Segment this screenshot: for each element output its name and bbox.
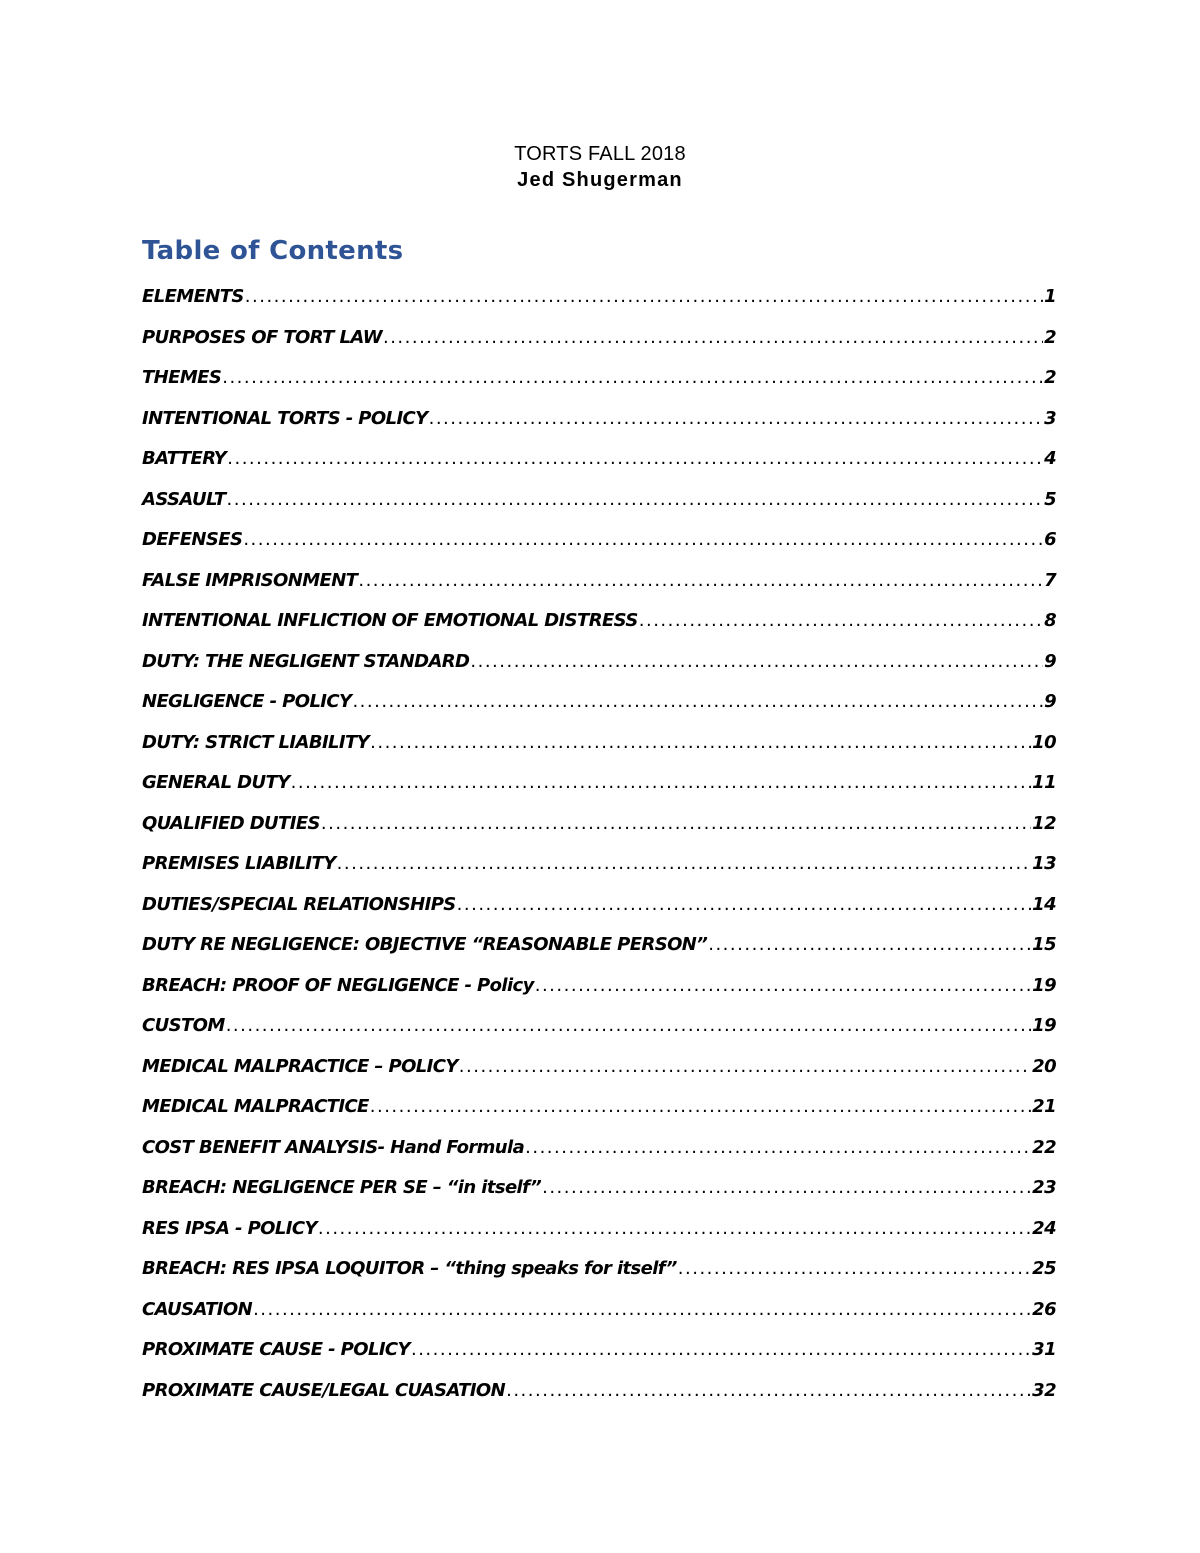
toc-entry[interactable]	[142, 1258, 1056, 1299]
toc-entry-page-number: 9	[1044, 691, 1056, 712]
toc-dot-leader	[383, 327, 1043, 348]
toc-entry[interactable]	[142, 448, 1056, 489]
document-header	[0, 141, 1200, 193]
toc-dot-leader	[525, 1137, 1031, 1158]
toc-dot-leader	[222, 367, 1043, 388]
toc-entry[interactable]	[142, 1056, 1056, 1097]
toc-entry-page-number: 22	[1032, 1136, 1056, 1158]
toc-entry-page-number: 5	[1044, 488, 1056, 510]
toc-entry-page-number: 6	[1044, 529, 1056, 550]
toc-entry-page-number: 2	[1044, 367, 1056, 388]
toc-entry-label: COST BENEFIT ANALYSIS- Hand Formula	[142, 1136, 525, 1158]
toc-dot-leader	[429, 408, 1043, 429]
toc-dot-leader	[245, 286, 1043, 307]
toc-entry-label: MEDICAL MALPRACTICE	[142, 1096, 369, 1117]
toc-entry[interactable]	[142, 1096, 1056, 1137]
toc-dot-leader	[337, 853, 1031, 874]
toc-dot-leader	[542, 1177, 1031, 1198]
toc-dot-leader	[318, 1218, 1031, 1239]
toc-entry-label: DUTY RE NEGLIGENCE: OBJECTIVE “REASONABLE PERSON”	[142, 934, 708, 955]
toc-entry[interactable]	[142, 1380, 1056, 1421]
document-author: Jed Shugerman	[517, 169, 683, 191]
toc-entry[interactable]	[142, 732, 1056, 773]
toc-entry-label: QUALIFIED DUTIES	[142, 812, 320, 834]
toc-entry[interactable]	[142, 286, 1056, 327]
toc-entry[interactable]	[142, 1137, 1056, 1178]
toc-entry[interactable]	[142, 975, 1056, 1016]
toc-entry-page-number: 24	[1032, 1217, 1056, 1239]
toc-entry-page-number: 31	[1032, 1339, 1056, 1360]
toc-entry-label: RES IPSA - POLICY	[142, 1217, 317, 1239]
toc-heading: Table of Contents	[142, 236, 404, 266]
toc-entry-page-number: 14	[1032, 893, 1056, 915]
toc-dot-leader	[321, 813, 1031, 834]
toc-entry-page-number: 7	[1044, 569, 1056, 591]
toc-dot-leader	[291, 772, 1032, 793]
toc-entry[interactable]	[142, 1015, 1056, 1056]
toc-entry-page-number: 20	[1032, 1055, 1056, 1077]
toc-entry[interactable]	[142, 1218, 1056, 1259]
toc-entry[interactable]	[142, 772, 1056, 813]
toc-entry-label: INTENTIONAL INFLICTION OF EMOTIONAL DISTRESS	[142, 610, 638, 631]
toc-entry-page-number: 8	[1044, 610, 1056, 631]
toc-entry-label: BATTERY	[142, 448, 227, 469]
toc-entry[interactable]	[142, 853, 1056, 894]
toc-dot-leader	[226, 1015, 1031, 1036]
toc-entry[interactable]	[142, 610, 1056, 651]
toc-entry-label: PURPOSES OF TORT LAW	[142, 326, 382, 348]
toc-entry-page-number: 11	[1032, 772, 1056, 793]
toc-dot-leader	[457, 894, 1031, 915]
toc-entry-page-number: 3	[1044, 407, 1056, 429]
toc-dot-leader	[227, 448, 1043, 469]
toc-entry[interactable]	[142, 489, 1056, 530]
toc-entry-page-number: 25	[1032, 1258, 1056, 1279]
toc-entry-label: PROXIMATE CAUSE - POLICY	[142, 1339, 410, 1360]
toc-entry[interactable]	[142, 894, 1056, 935]
toc-entry-label: CAUSATION	[142, 1298, 253, 1320]
toc-entry[interactable]	[142, 1339, 1056, 1380]
toc-entry-page-number: 4	[1044, 448, 1056, 469]
toc-entry-label: INTENTIONAL TORTS - POLICY	[142, 407, 428, 429]
toc-entry-page-number: 1	[1044, 286, 1056, 307]
toc-entry-label: CUSTOM	[142, 1015, 225, 1036]
toc-entry-label: ASSAULT	[142, 488, 226, 510]
toc-entry-page-number: 32	[1032, 1379, 1056, 1401]
toc-dot-leader	[639, 610, 1043, 631]
toc-entry-label: MEDICAL MALPRACTICE – POLICY	[142, 1055, 458, 1077]
toc-entry-label: NEGLIGENCE - POLICY	[142, 691, 352, 712]
toc-entry[interactable]	[142, 691, 1056, 732]
toc-entry-page-number: 21	[1032, 1096, 1056, 1117]
toc-entry[interactable]	[142, 408, 1056, 449]
toc-entry-label: BREACH: RES IPSA LOQUITOR – “thing speaks for itself”	[142, 1258, 677, 1279]
toc-entry[interactable]	[142, 651, 1056, 692]
toc-entry[interactable]	[142, 934, 1056, 975]
toc-dot-leader	[411, 1339, 1031, 1360]
toc-dot-leader	[506, 1380, 1031, 1401]
toc-dot-leader	[678, 1258, 1031, 1279]
toc-entry[interactable]	[142, 1299, 1056, 1340]
toc-entry-label: PROXIMATE CAUSE/LEGAL CUASATION	[142, 1379, 506, 1401]
toc-entry-page-number: 23	[1032, 1177, 1056, 1198]
toc-entry-label: DEFENSES	[142, 529, 243, 550]
toc-dot-leader	[370, 1096, 1031, 1117]
toc-entry-page-number: 9	[1044, 650, 1056, 672]
toc-entry[interactable]	[142, 529, 1056, 570]
toc-entry-page-number: 10	[1032, 731, 1056, 753]
toc-entry-label: BREACH: PROOF OF NEGLIGENCE - Policy	[142, 974, 534, 996]
toc-entry-label: PREMISES LIABILITY	[142, 853, 336, 874]
toc-entry-page-number: 12	[1032, 812, 1056, 834]
toc-entry[interactable]	[142, 813, 1056, 854]
toc-dot-leader	[459, 1056, 1031, 1077]
toc-dot-leader	[243, 529, 1043, 550]
toc-entry[interactable]	[142, 1177, 1056, 1218]
toc-entry-page-number: 19	[1032, 974, 1056, 996]
toc-entry-page-number: 2	[1044, 326, 1056, 348]
toc-entry[interactable]	[142, 570, 1056, 611]
toc-dot-leader	[352, 691, 1043, 712]
toc-entry-label: BREACH: NEGLIGENCE PER SE – “in itself”	[142, 1177, 542, 1198]
toc-entry-label: DUTY: STRICT LIABILITY	[142, 731, 370, 753]
toc-entry-label: FALSE IMPRISONMENT	[142, 569, 358, 591]
table-of-contents	[142, 286, 1056, 1420]
toc-entry-label: ELEMENTS	[142, 286, 244, 307]
toc-dot-leader	[227, 489, 1044, 510]
toc-entry-page-number: 26	[1032, 1298, 1056, 1320]
toc-dot-leader	[358, 570, 1043, 591]
toc-entry-page-number: 15	[1032, 934, 1056, 955]
toc-dot-leader	[535, 975, 1031, 996]
toc-entry-page-number: 19	[1032, 1015, 1056, 1036]
toc-entry-label: GENERAL DUTY	[142, 772, 290, 793]
toc-entry[interactable]	[142, 367, 1056, 408]
document-title: TORTS FALL 2018	[514, 143, 686, 165]
toc-entry-label: DUTY: THE NEGLIGENT STANDARD	[142, 650, 470, 672]
toc-dot-leader	[370, 732, 1031, 753]
toc-dot-leader	[708, 934, 1031, 955]
toc-dot-leader	[253, 1299, 1031, 1320]
toc-entry-label: DUTIES/SPECIAL RELATIONSHIPS	[142, 893, 456, 915]
toc-dot-leader	[470, 651, 1043, 672]
toc-entry[interactable]	[142, 327, 1056, 368]
toc-entry-page-number: 13	[1032, 853, 1056, 874]
toc-entry-label: THEMES	[142, 367, 222, 388]
